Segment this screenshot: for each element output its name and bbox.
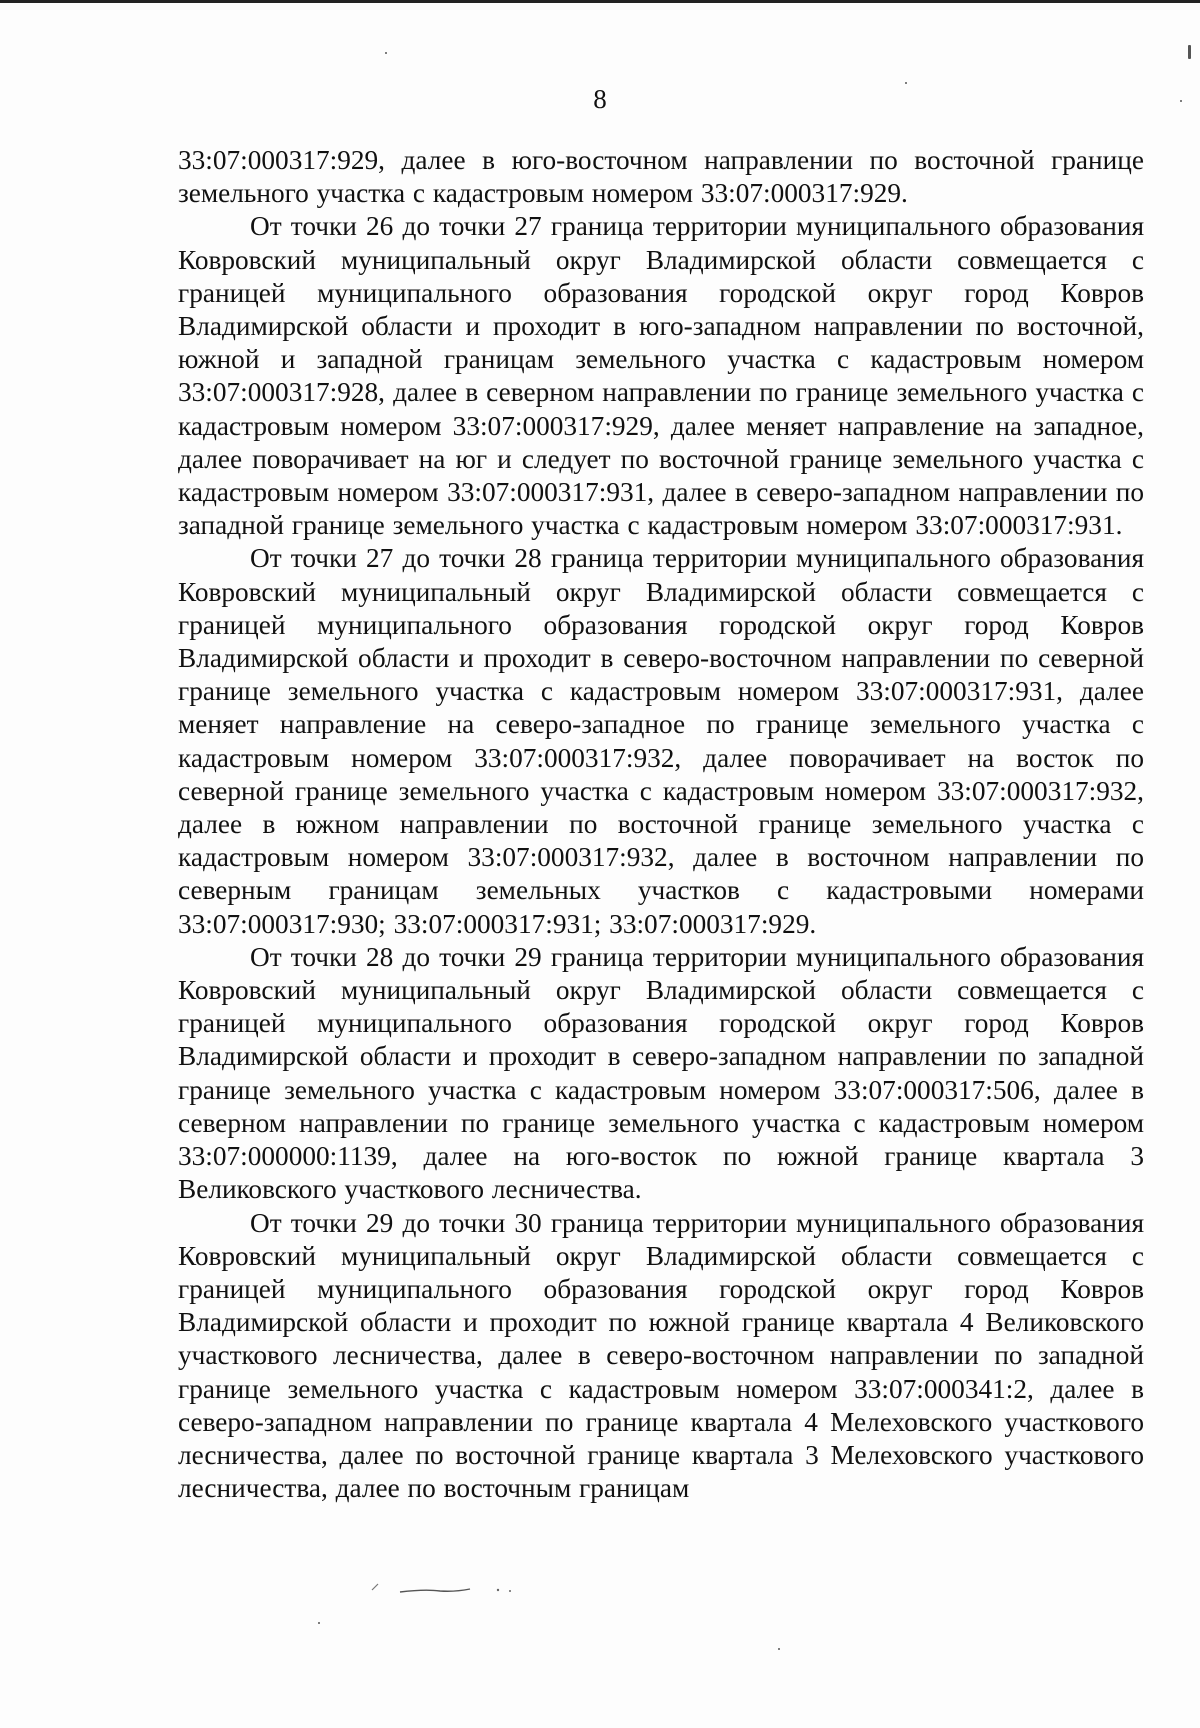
paragraph-point-26-27: От точки 26 до точки 27 граница территории муниципального образования Ковровский муниципальный округ Владимирской области совмещается с границей муниципального образования городской округ город Ковров Владимирской области и проходит в юго-западном направлении по восточной, южной и западной границам земельного участка с кадастровым номером 33:07:000317:928, далее в северном направлении по границе земельного участка с кадастровым номером 33:07:000317:929, далее меняет направление на западное, далее поворачивает на юг и следует по восточной границе земельного участка с кадастровым номером 33:07:000317:931, далее в северо-западном направлении по западной границе земельного участка с кадастровым номером 33:07:000317:931. <box>178 211 1144 541</box>
document-body <box>178 144 1144 1505</box>
page-number: 8 <box>593 84 607 114</box>
paragraph-point-28-29: От точки 28 до точки 29 граница территории муниципального образования Ковровский муниципальный округ Владимирской области совмещается с границей муниципального образования городской округ город Ковров Владимирской области и проходит в северо-западном направлении по западной границе земельного участка с кадастровым номером 33:07:000317:506, далее в северном направлении по границе земельного участка с кадастровым номером 33:07:000000:1139, далее на юго-восток по южной границе квартала 3 Великовского участкового лесничества. <box>178 941 1144 1205</box>
paragraph-point-27-28: От точки 27 до точки 28 граница территории муниципального образования Ковровский муниципальный округ Владимирской области совмещается с границей муниципального образования городской округ город Ковров Владимирской области и проходит в северо-восточном направлении по северной границе земельного участка с кадастровым номером 33:07:000317:931, далее меняет направление на северо-западное по границе земельного участка с кадастровым номером 33:07:000317:932, далее поворачивает на восток по северной границе земельного участка с кадастровым номером 33:07:000317:932, далее в южном направлении по восточной границе земельного участка с кадастровым номером 33:07:000317:932, далее в восточном направлении по северным границам земельных участков с кадастровыми номерами 33:07:000317:930; 33:07:000317:931; 33:07:000317:929. <box>178 543 1144 939</box>
pen-mark-scribble <box>370 1570 560 1600</box>
scan-speck <box>1188 45 1191 59</box>
paragraph-continuation: 33:07:000317:929, далее в юго-восточном направлении по восточной границе земельного участка с кадастровым номером 33:07:000317:929. <box>178 145 1144 209</box>
scan-speck <box>1180 100 1182 102</box>
top-edge-line <box>0 0 1200 3</box>
scan-speck <box>318 1622 320 1624</box>
scan-speck <box>778 1648 780 1650</box>
scan-speck <box>385 52 387 54</box>
scan-speck <box>905 82 907 84</box>
paragraph-point-29-30: От точки 29 до точки 30 граница территории муниципального образования Ковровский муниципальный округ Владимирской области совмещается с границей муниципального образования городской округ город Ковров Владимирской области и проходит по южной границе квартала 4 Великовского участкового лесничества, далее в северо-восточном направлении по западной границе земельного участка с кадастровым номером 33:07:000341:2, далее в северо-западном направлении по границе квартала 4 Мелеховского участкового лесничества, далее по восточной границе квартала 3 Мелеховского участкового лесничества, далее по восточным границам <box>178 1207 1144 1504</box>
